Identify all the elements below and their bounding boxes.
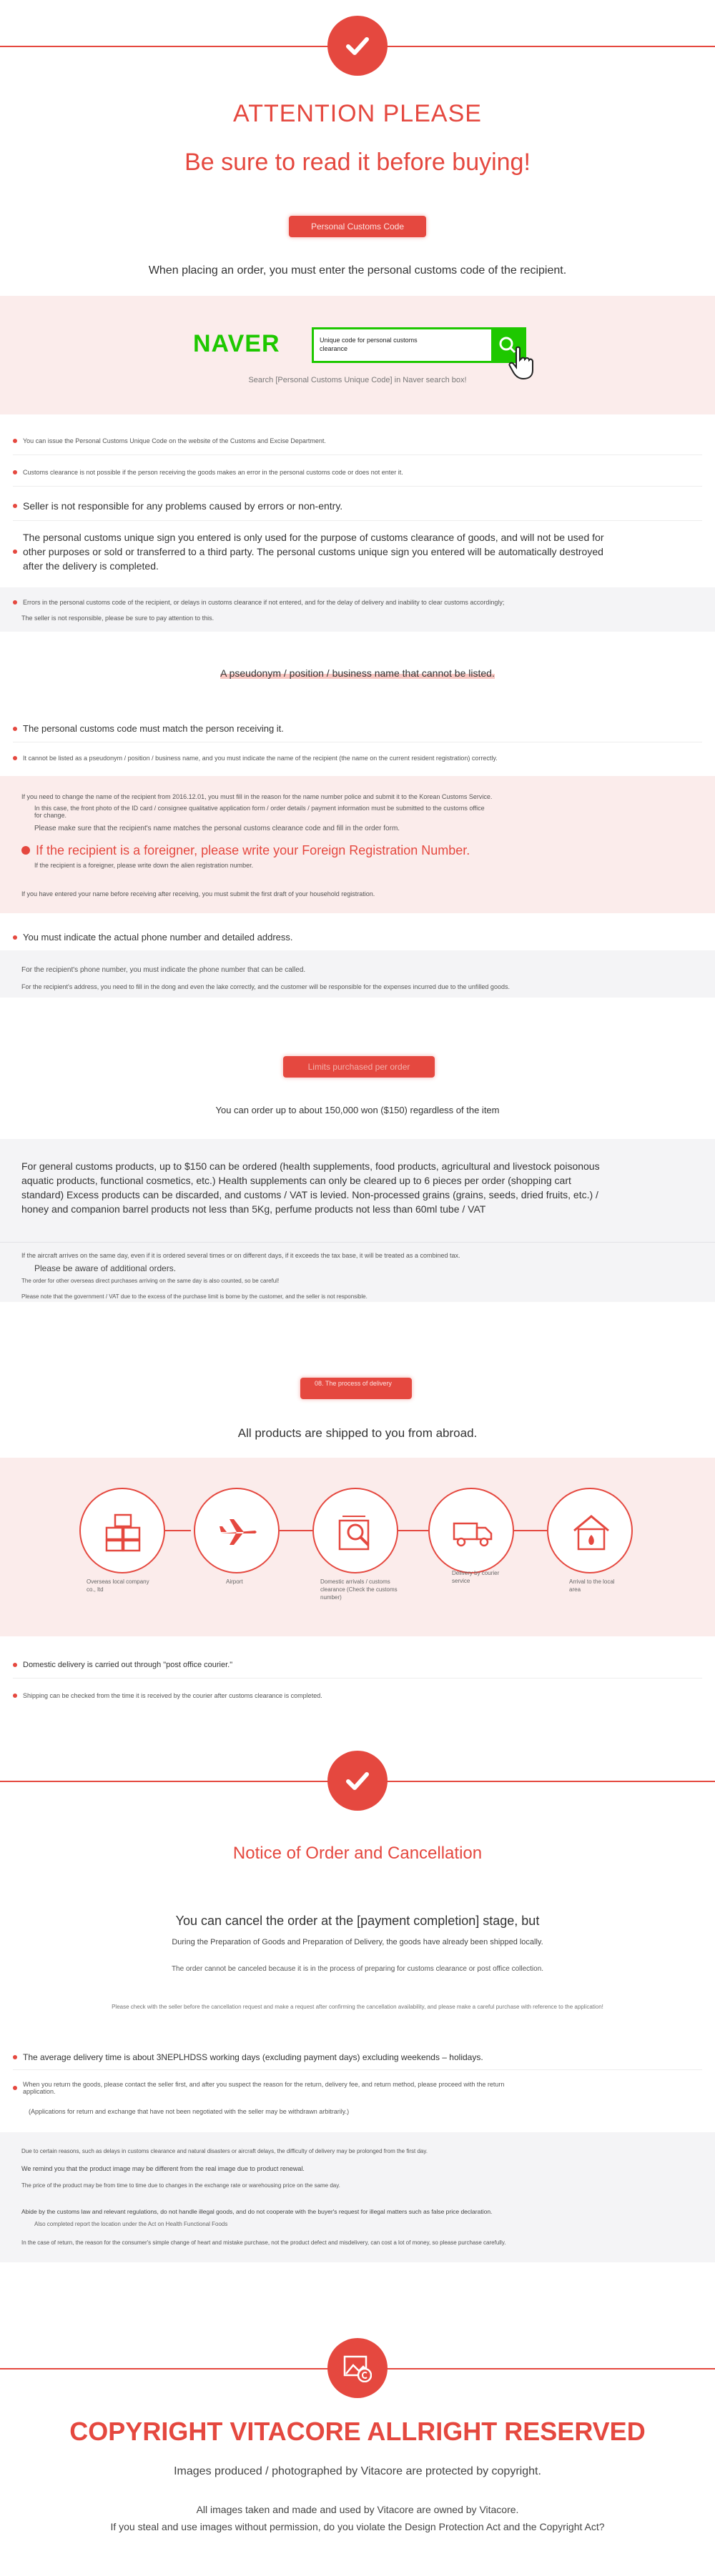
customs-intro: When placing an order, you must enter the personal customs code of the recipient. bbox=[148, 264, 567, 277]
order-gray-5: Also completed report the location under the Act on Health Functional Foods bbox=[34, 2221, 228, 2227]
copyright-line-3: If you steal and use images without permission, do you violate the Design Protection Act and the Copyright Act? bbox=[110, 2521, 605, 2532]
step-connector bbox=[280, 1530, 312, 1531]
limits-note-3: Please note that the government / VAT due to the excess of the purchase limit is borne by the customer, and the seller is not responsible. bbox=[21, 1293, 368, 1300]
thin-divider bbox=[13, 2069, 702, 2070]
step-connector bbox=[398, 1530, 428, 1531]
naver-search-box[interactable] bbox=[312, 327, 526, 363]
limits-note-1b: Please be aware of additional orders. bbox=[34, 1263, 177, 1273]
pseudonym-pink-4: If you have entered your name before receiving after receiving, you must submit the first draft of your household registration. bbox=[21, 890, 375, 897]
hand-cursor-icon bbox=[508, 346, 533, 380]
order-gray-4: Abide by the customs law and relevant regulations, do not handle illegal goods, and do not cooperate with the buyer's request for illegal matters such as false price declaration. bbox=[21, 2208, 493, 2215]
order-check-badge bbox=[327, 1751, 388, 1811]
customs-note-2: Customs clearance is not possible if the person receiving the goods makes an error in the personal customs code or does not enter it. bbox=[13, 469, 403, 476]
step-circle-overseas bbox=[79, 1488, 165, 1573]
shipping-intro: All products are shipped to you from abroad. bbox=[237, 1426, 478, 1440]
step-circle-delivery bbox=[428, 1488, 514, 1573]
search-caption: Search [Personal Customs Unique Code] in Naver search box! bbox=[248, 376, 467, 384]
customs-gray-band bbox=[0, 587, 715, 632]
pseudonym-pink-1: If you need to change the name of the recipient from 2016.12.01, you must fill in the reason for the name number police and submit it to the Korean Customs Service. bbox=[21, 793, 493, 800]
phone-note-1: For the recipient's phone number, you must indicate the phone number that can be called. bbox=[21, 966, 306, 974]
shipping-note-2: Shipping can be checked from the time it is received by the courier after customs clearance is completed. bbox=[13, 1692, 322, 1699]
order-bullet-2b: (Applications for return and exchange that have not been negotiated with the seller may be withdrawn arbitrarily.) bbox=[29, 2108, 350, 2115]
step-label-airport: Airport bbox=[226, 1578, 243, 1585]
checkmark-icon bbox=[343, 31, 372, 60]
order-gray-2: We remind you that the product image may be different from the real image due to product renewal. bbox=[21, 2165, 305, 2172]
order-lead: You can cancel the order at the [payment completion] stage, but bbox=[175, 1914, 540, 1928]
copyright-heading: COPYRIGHT VITACORE ALLRIGHT RESERVED bbox=[69, 2417, 646, 2446]
naver-logo: NAVER bbox=[193, 330, 280, 357]
copyright-line-1: Images produced / photographed by Vitacore are protected by copyright. bbox=[174, 2465, 541, 2477]
step-circle-airport bbox=[194, 1488, 280, 1573]
airplane-icon bbox=[217, 1511, 260, 1553]
limits-note-2: The order for other overseas direct purchases arriving on the same day is also counted, so be careful! bbox=[21, 1278, 280, 1284]
foreigner-sub: If the recipient is a foreigner, please write down the alien registration number. bbox=[34, 862, 254, 869]
attention-subheading: Be sure to read it before buying! bbox=[184, 149, 531, 176]
step-circle-customs bbox=[312, 1488, 398, 1573]
thin-divider bbox=[13, 1678, 702, 1679]
phone-bullet: You must indicate the actual phone number and detailed address. bbox=[13, 932, 293, 943]
step-connector bbox=[165, 1530, 191, 1531]
customs-note-1: You can issue the Personal Customs Unique Code on the website of the Customs and Excise Department. bbox=[13, 437, 326, 444]
search-input[interactable]: Unique code for personal customs clearance bbox=[320, 337, 418, 352]
thin-divider bbox=[0, 1242, 715, 1243]
order-gray-1: Due to certain reasons, such as delays in customs clearance and natural disasters or aircraft delays, the difficulty of delivery may be prolonged from the first day. bbox=[21, 2148, 428, 2154]
order-bullet-2: When you return the goods, please contact the seller first, and after you suspect the reason for the return, delivery fee, and return method, please proceed with the return application. bbox=[13, 2081, 528, 2095]
limits-note-1: If the aircraft arrives on the same day, even if it is ordered several times or on different days, if it exceeds the tax base, it will be treated as a combined tax. bbox=[21, 1252, 460, 1259]
house-icon bbox=[570, 1511, 613, 1553]
pseudonym-title bbox=[0, 667, 715, 679]
order-bullet-1: The average delivery time is about 3NEPLHDSS working days (excluding payment days) excluding weekends – holidays. bbox=[13, 2052, 483, 2062]
step-connector bbox=[514, 1530, 547, 1531]
boxes-icon bbox=[102, 1511, 145, 1553]
pseudonym-pink-3: Please make sure that the recipient's name matches the personal customs clearance code and fill in the order form. bbox=[34, 825, 400, 832]
image-copyright-icon bbox=[343, 2354, 372, 2382]
order-lead-3: The order cannot be canceled because it is in the process of preparing for customs clearance or post office collection. bbox=[171, 1965, 544, 1973]
foreigner-notice-text: If the recipient is a foreigner, please write your Foreign Registration Number. bbox=[36, 843, 470, 857]
order-gray-6: In the case of return, the reason for the consumer's simple change of heart and mistake purchase, not the product defect and misdelivery, can cost a lot of money, so please purchase carefully. bbox=[21, 2239, 506, 2246]
customs-gray-note: Errors in the personal customs code of the recipient, or delays in customs clearance if not entered, and for the delay of delivery and inability to clear customs accordingly; bbox=[13, 599, 685, 606]
shipping-note-1: Domestic delivery is carried out through "post office courier." bbox=[13, 1661, 232, 1669]
phone-note-2: For the recipient's address, you need to fill in the dong and even the lake correctly, and the customer will be responsible for the expenses incurred due to the unfilled goods. bbox=[21, 983, 510, 990]
copyright-line-2: All images taken and made and used by Vitacore are owned by Vitacore. bbox=[196, 2504, 519, 2515]
order-lead-2: During the Preparation of Goods and Preparation of Delivery, the goods have already been shipped locally. bbox=[172, 1938, 543, 1946]
thin-divider bbox=[13, 520, 702, 521]
step-label-delivery: Delivery by courier service bbox=[452, 1570, 500, 1584]
customs-note-4: The personal customs unique sign you entered is only used for the purpose of customs clearance of goods, and will not be used for other purposes or sold or transferred to a third party. The personal customs unique sign you entered will be automatically destroyed after the delivery is completed. bbox=[13, 530, 613, 573]
checkmark-icon bbox=[343, 1766, 372, 1795]
customs-icon bbox=[335, 1511, 378, 1553]
pseudonym-bullet-2: It cannot be listed as a pseudonym / position / business name, and you must indicate the name of the recipient (the name on the current resident registration) correctly. bbox=[13, 755, 498, 762]
step-label-overseas: Overseas local company co., ltd bbox=[87, 1578, 149, 1593]
pseudonym-bullet-1: The personal customs code must match the person receiving it. bbox=[13, 723, 284, 734]
customs-gray-note-2: The seller is not responsible, please be sure to pay attention to this. bbox=[21, 615, 214, 622]
order-gray-3: The price of the product may be from time to time due to changes in the exchange rate or warehousing price on the same day. bbox=[21, 2182, 340, 2189]
step-circle-arrival bbox=[547, 1488, 633, 1573]
pseudonym-pink-2: In this case, the front photo of the ID card / consignee qualitative application form / order details / payment information must be submitted to the customs office for change. bbox=[34, 805, 485, 819]
phone-gray-band bbox=[0, 950, 715, 998]
pseudonym-title-text: A pseudonym / position / business name that cannot be listed. bbox=[220, 667, 495, 679]
limits-intro: You can order up to about 150,000 won ($150) regardless of the item bbox=[215, 1105, 500, 1115]
customs-code-pill: Personal Customs Code bbox=[289, 216, 426, 237]
copyright-badge bbox=[327, 2338, 388, 2398]
customs-note-3: Seller is not responsible for any problems caused by errors or non-entry. bbox=[13, 500, 342, 512]
check-badge bbox=[327, 16, 388, 76]
limits-paragraph: For general customs products, up to $150 can be ordered (health supplements, food products, agricultural and livestock poisonous aquatic products, functional cosmetics, etc.) Health supplements can only be cleared up to 6 pieces per order (shopping cart standard) Excess products can be discarded, and customs / VAT is levied. Non-processed grains (grains, seeds, dried fruits, etc.) / honey and companion barrel products not less than 5Kg, perfume products not less than 60ml tube / VAT bbox=[21, 1160, 600, 1215]
shipping-pill: 08. The process of delivery bbox=[300, 1378, 412, 1399]
limits-pill: Limits purchased per order bbox=[283, 1056, 435, 1078]
thin-divider bbox=[13, 486, 702, 487]
bullet-dot bbox=[21, 846, 30, 855]
order-heading: Notice of Order and Cancellation bbox=[232, 1844, 483, 1863]
attention-heading: ATTENTION PLEASE bbox=[233, 100, 482, 127]
step-label-arrival: Arrival to the local area bbox=[569, 1578, 615, 1593]
order-check: Please check with the seller before the cancellation request and make a request after confirming the cancellation availability, and please make a careful purchase with reference to the application! bbox=[112, 2004, 603, 2010]
truck-icon bbox=[451, 1511, 494, 1553]
thin-divider bbox=[13, 454, 702, 455]
step-label-customs: Domestic arrivals / customs clearance (Check the customs number) bbox=[320, 1578, 398, 1601]
foreigner-notice bbox=[21, 843, 470, 858]
